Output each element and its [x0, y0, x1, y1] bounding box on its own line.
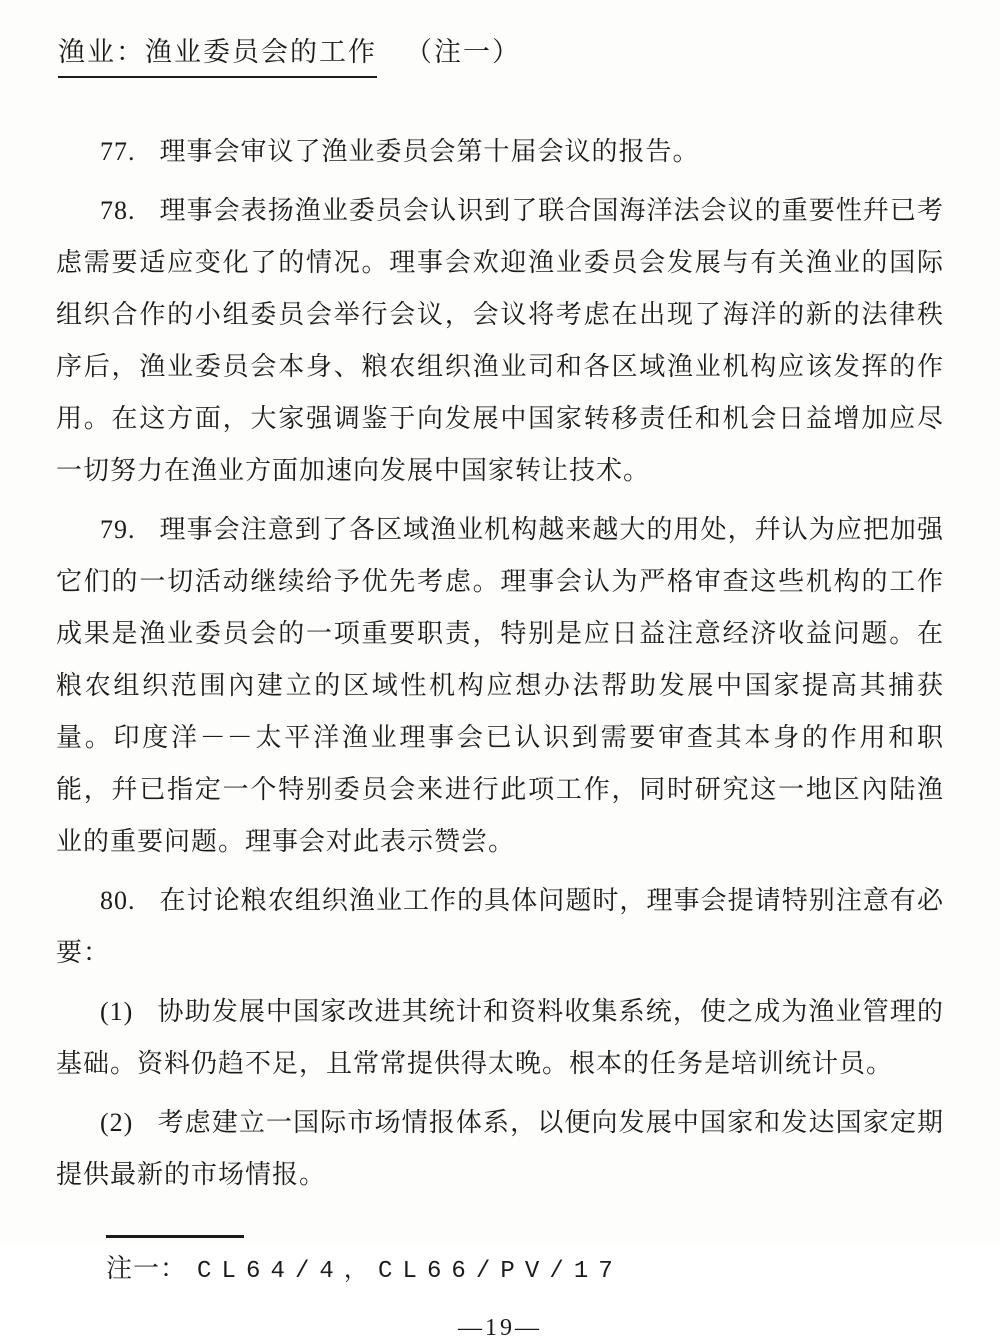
paragraph: [56, 126, 944, 178]
paragraph: [56, 185, 944, 497]
paragraph-text: 理事会审议了渔业委员会第十届会议的报告。: [159, 137, 700, 166]
title-note: （注一）: [405, 37, 521, 67]
paragraph-number: 80.: [100, 886, 136, 915]
paragraph-text: 在讨论粮农组织渔业工作的具体问题时，理事会提请特别注意有必要：: [56, 886, 944, 967]
document-title: [58, 30, 944, 78]
paragraph-text: 考虑建立一国际市场情报体系，以便向发展中国家和发达国家定期提供最新的市场情报。: [56, 1108, 944, 1189]
footnote-code: CL64/4，CL66/PV/17: [197, 1258, 623, 1285]
paragraph: [56, 986, 944, 1090]
paragraph-text: 理事会表扬渔业委员会认识到了联合国海洋法会议的重要性幷已考虑需要适应变化了的情况。理事会欢迎渔业委员会发展与有关渔业的国际组织合作的小组委员会举行会议，会议将考虑在出现了海洋的新的法律秩序后，渔业委员会本身、粮农组织渔业司和各区域渔业机构应该发挥的作用。在这方面，大家强调鉴于向发展中国家转移责任和机会日益增加应尽一切努力在渔业方面加速向发展中国家转让技术。: [56, 196, 944, 485]
paragraph-number: (2): [100, 1108, 134, 1137]
paragraph: [56, 504, 944, 868]
footnote: [106, 1248, 944, 1285]
paragraph-number: (1): [100, 997, 134, 1026]
footnote-label: 注一：: [106, 1254, 188, 1283]
paragraphs-container: [56, 126, 944, 1201]
title-text: 渔业：渔业委员会的工作: [58, 30, 377, 78]
paragraph-number: 78.: [100, 196, 136, 225]
paragraph: [56, 1097, 944, 1201]
paragraph-number: 79.: [100, 515, 136, 544]
footnote-divider: [106, 1235, 244, 1238]
paragraph-number: 77.: [100, 137, 136, 166]
paragraph: [56, 875, 944, 979]
paragraph-text: 理事会注意到了各区域渔业机构越来越大的用处，幷认为应把加强它们的一切活动继续给予优先考虑。理事会认为严格审查这些机构的工作成果是渔业委员会的一项重要职责，特别是应日益注意经济收益问题。在粮农组织范围內建立的区域性机构应想办法帮助发展中国家提高其捕获量。印度洋－－太平洋渔业理事会已认识到需要审查其本身的作用和职能，幷已指定一个特别委员会来进行此项工作，同时研究这一地区內陆渔业的重要问题。理事会对此表示赞尝。: [56, 515, 944, 856]
page-number: —19—: [458, 1315, 542, 1341]
paragraph-text: 协助发展中国家改进其统计和资料收集系统，使之成为渔业管理的基础。资料仍趋不足，且常常提供得太晚。根本的任务是培训统计员。: [56, 997, 944, 1078]
